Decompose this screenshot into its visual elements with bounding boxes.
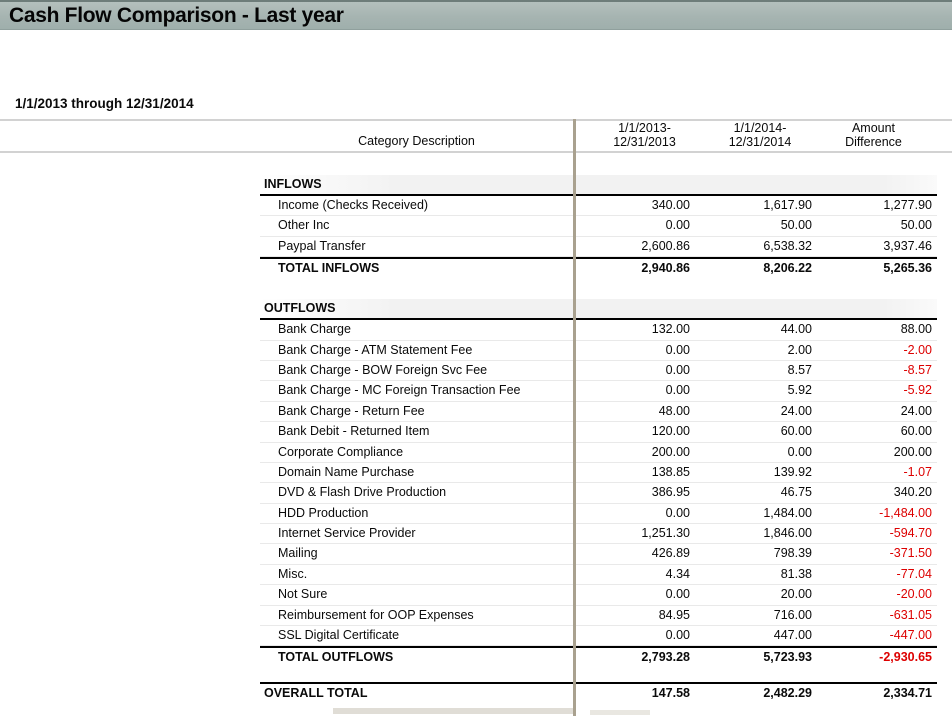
difference-cell: 200.00 <box>893 444 932 459</box>
value-2013-cell: 0.00 <box>665 383 690 398</box>
category-cell: DVD & Flash Drive Production <box>278 485 447 500</box>
section-name-label: OUTFLOWS <box>264 301 336 316</box>
value-2014-cell: 798.39 <box>773 546 812 561</box>
value-2014-cell: 8.57 <box>787 362 812 377</box>
difference-cell: 88.00 <box>900 322 932 337</box>
report-title: Cash Flow Comparison - Last year <box>9 4 344 27</box>
category-cell: Bank Charge - ATM Statement Fee <box>278 342 473 357</box>
category-cell: Mailing <box>278 546 318 561</box>
overall-total-row[interactable] <box>260 682 937 703</box>
difference-cell: 2,334.71 <box>883 686 932 701</box>
date-range-label: 1/1/2013 through 12/31/2014 <box>15 96 194 111</box>
category-cell: Other Inc <box>278 218 330 233</box>
table-row[interactable] <box>260 626 937 646</box>
difference-cell: 340.20 <box>893 485 932 500</box>
empty-cell <box>690 299 812 318</box>
column-header-amount-difference-line2: Difference <box>845 135 902 149</box>
difference-cell: -371.50 <box>889 546 932 561</box>
column-header-period-2014-line2: 12/31/2014 <box>728 135 792 149</box>
value-2014-cell: 20.00 <box>780 587 812 602</box>
category-cell: Paypal Transfer <box>278 238 366 253</box>
empty-cell <box>573 175 690 194</box>
column-header-period-2013 <box>586 121 703 151</box>
value-2013-cell: 4.34 <box>665 566 690 581</box>
value-2013-cell: 132.00 <box>651 322 690 337</box>
difference-cell: -2,930.65 <box>879 650 932 665</box>
difference-cell: -77.04 <box>896 566 932 581</box>
difference-cell: -20.00 <box>896 587 932 602</box>
value-2014-cell: 5,723.93 <box>763 650 812 665</box>
section-header-outflows <box>260 299 937 320</box>
table-body <box>260 153 937 703</box>
value-2014-cell: 447.00 <box>773 628 812 643</box>
difference-cell: -594.70 <box>889 526 932 541</box>
category-cell: Bank Charge - BOW Foreign Svc Fee <box>278 362 488 377</box>
column-header-period-2013-line1: 1/1/2013- <box>618 121 671 135</box>
category-cell: TOTAL INFLOWS <box>278 261 380 276</box>
value-2013-cell: 426.89 <box>651 546 690 561</box>
difference-cell: 1,277.90 <box>883 198 932 212</box>
value-2013-cell: 84.95 <box>658 607 690 622</box>
table-row[interactable] <box>260 320 937 340</box>
difference-cell: -2.00 <box>903 342 932 357</box>
difference-cell: -8.57 <box>903 362 932 377</box>
empty-cell <box>690 175 812 194</box>
value-2014-cell: 6,538.32 <box>763 238 812 253</box>
value-2013-cell: 120.00 <box>651 424 690 439</box>
value-2013-cell: 0.00 <box>665 587 690 602</box>
category-cell: HDD Production <box>278 505 369 520</box>
value-2014-cell: 50.00 <box>780 218 812 233</box>
table-header <box>0 119 952 153</box>
value-2013-cell: 386.95 <box>651 485 690 500</box>
empty-cell <box>573 299 690 318</box>
difference-cell: -1,484.00 <box>879 505 932 520</box>
table-row[interactable] <box>260 361 937 381</box>
value-2014-cell: 81.38 <box>780 566 812 581</box>
category-cell: TOTAL OUTFLOWS <box>278 650 394 665</box>
difference-cell: 3,937.46 <box>883 238 932 253</box>
value-2014-cell: 5.92 <box>787 383 812 398</box>
value-2014-cell: 2.00 <box>787 342 812 357</box>
bottom-edge-fragment-2 <box>590 710 650 715</box>
column-divider-line <box>573 119 576 716</box>
value-2013-cell: 2,793.28 <box>641 650 690 665</box>
column-header-period-2013-line2: 12/31/2013 <box>613 135 676 149</box>
table-header-grid <box>260 121 937 151</box>
table-row[interactable] <box>260 402 937 422</box>
value-2014-cell: 1,617.90 <box>763 198 812 212</box>
difference-cell: -1.07 <box>903 464 932 479</box>
category-cell: Income (Checks Received) <box>278 198 429 212</box>
table-row[interactable] <box>260 524 937 544</box>
value-2014-cell: 44.00 <box>780 322 812 337</box>
category-cell: OVERALL TOTAL <box>264 686 368 701</box>
category-cell: Bank Debit - Returned Item <box>278 424 430 439</box>
section-gap <box>260 278 937 299</box>
value-2013-cell: 340.00 <box>651 198 690 212</box>
section-total-row[interactable] <box>260 646 937 667</box>
category-cell: Corporate Compliance <box>278 444 404 459</box>
category-cell: Domain Name Purchase <box>278 464 415 479</box>
value-2013-cell: 0.00 <box>665 628 690 643</box>
table-row[interactable] <box>260 483 937 503</box>
table-row[interactable] <box>260 463 937 483</box>
value-2013-cell: 200.00 <box>651 444 690 459</box>
section-gap <box>260 153 937 175</box>
difference-cell: -5.92 <box>903 383 932 398</box>
category-cell: Bank Charge <box>278 322 351 337</box>
category-cell: Bank Charge - MC Foreign Transaction Fee <box>278 383 521 398</box>
table-row[interactable] <box>260 381 937 401</box>
category-cell: Misc. <box>278 566 308 581</box>
value-2013-cell: 0.00 <box>665 218 690 233</box>
value-2014-cell: 46.75 <box>780 485 812 500</box>
difference-cell: -631.05 <box>889 607 932 622</box>
difference-cell: -447.00 <box>889 628 932 643</box>
section-gap <box>260 667 937 682</box>
table-row[interactable] <box>260 422 937 442</box>
value-2014-cell: 8,206.22 <box>763 261 812 276</box>
column-header-amount-difference-line1: Amount <box>851 121 896 135</box>
table-row[interactable] <box>260 196 937 216</box>
bottom-edge-fragment <box>333 708 573 714</box>
table-row[interactable] <box>260 544 937 564</box>
difference-cell: 50.00 <box>900 218 932 233</box>
table-row[interactable] <box>260 585 937 605</box>
section-total-row[interactable] <box>260 257 937 278</box>
value-2013-cell: 48.00 <box>658 403 690 418</box>
empty-cell <box>812 299 937 318</box>
value-2013-cell: 1,251.30 <box>641 526 690 541</box>
value-2014-cell: 2,482.29 <box>763 686 812 701</box>
value-2013-cell: 138.85 <box>651 464 690 479</box>
column-header-period-2014-line1: 1/1/2014- <box>733 121 787 135</box>
value-2013-cell: 0.00 <box>665 362 690 377</box>
difference-cell: 60.00 <box>900 424 932 439</box>
value-2014-cell: 60.00 <box>780 424 812 439</box>
value-2014-cell: 1,484.00 <box>763 505 812 520</box>
empty-cell <box>812 175 937 194</box>
column-header-period-2014 <box>699 121 821 151</box>
table-row[interactable] <box>260 606 937 626</box>
section-header-inflows <box>260 175 937 196</box>
category-cell: Reimbursement for OOP Expenses <box>278 607 474 622</box>
value-2014-cell: 139.92 <box>773 464 812 479</box>
category-cell: Not Sure <box>278 587 328 602</box>
table-row[interactable] <box>260 565 937 585</box>
table-row[interactable] <box>260 341 937 361</box>
value-2013-cell: 2,600.86 <box>641 238 690 253</box>
table-row[interactable] <box>260 237 937 257</box>
difference-cell: 24.00 <box>900 403 932 418</box>
category-cell: Internet Service Provider <box>278 526 416 541</box>
column-header-category: Category Description <box>358 134 475 148</box>
column-header-amount-difference <box>811 121 936 151</box>
value-2014-cell: 1,846.00 <box>763 526 812 541</box>
value-2014-cell: 716.00 <box>773 607 812 622</box>
value-2013-cell: 2,940.86 <box>641 261 690 276</box>
table-row[interactable] <box>260 504 937 524</box>
value-2014-cell: 0.00 <box>787 444 812 459</box>
value-2013-cell: 147.58 <box>651 686 690 701</box>
difference-cell: 5,265.36 <box>883 261 932 276</box>
report-title-bar <box>0 0 952 30</box>
category-cell: SSL Digital Certificate <box>278 628 400 643</box>
value-2013-cell: 0.00 <box>665 342 690 357</box>
value-2014-cell: 24.00 <box>780 403 812 418</box>
value-2013-cell: 0.00 <box>665 505 690 520</box>
category-cell: Bank Charge - Return Fee <box>278 403 425 418</box>
table-row[interactable] <box>260 443 937 463</box>
section-name-label: INFLOWS <box>264 177 322 191</box>
table-row[interactable] <box>260 216 937 236</box>
